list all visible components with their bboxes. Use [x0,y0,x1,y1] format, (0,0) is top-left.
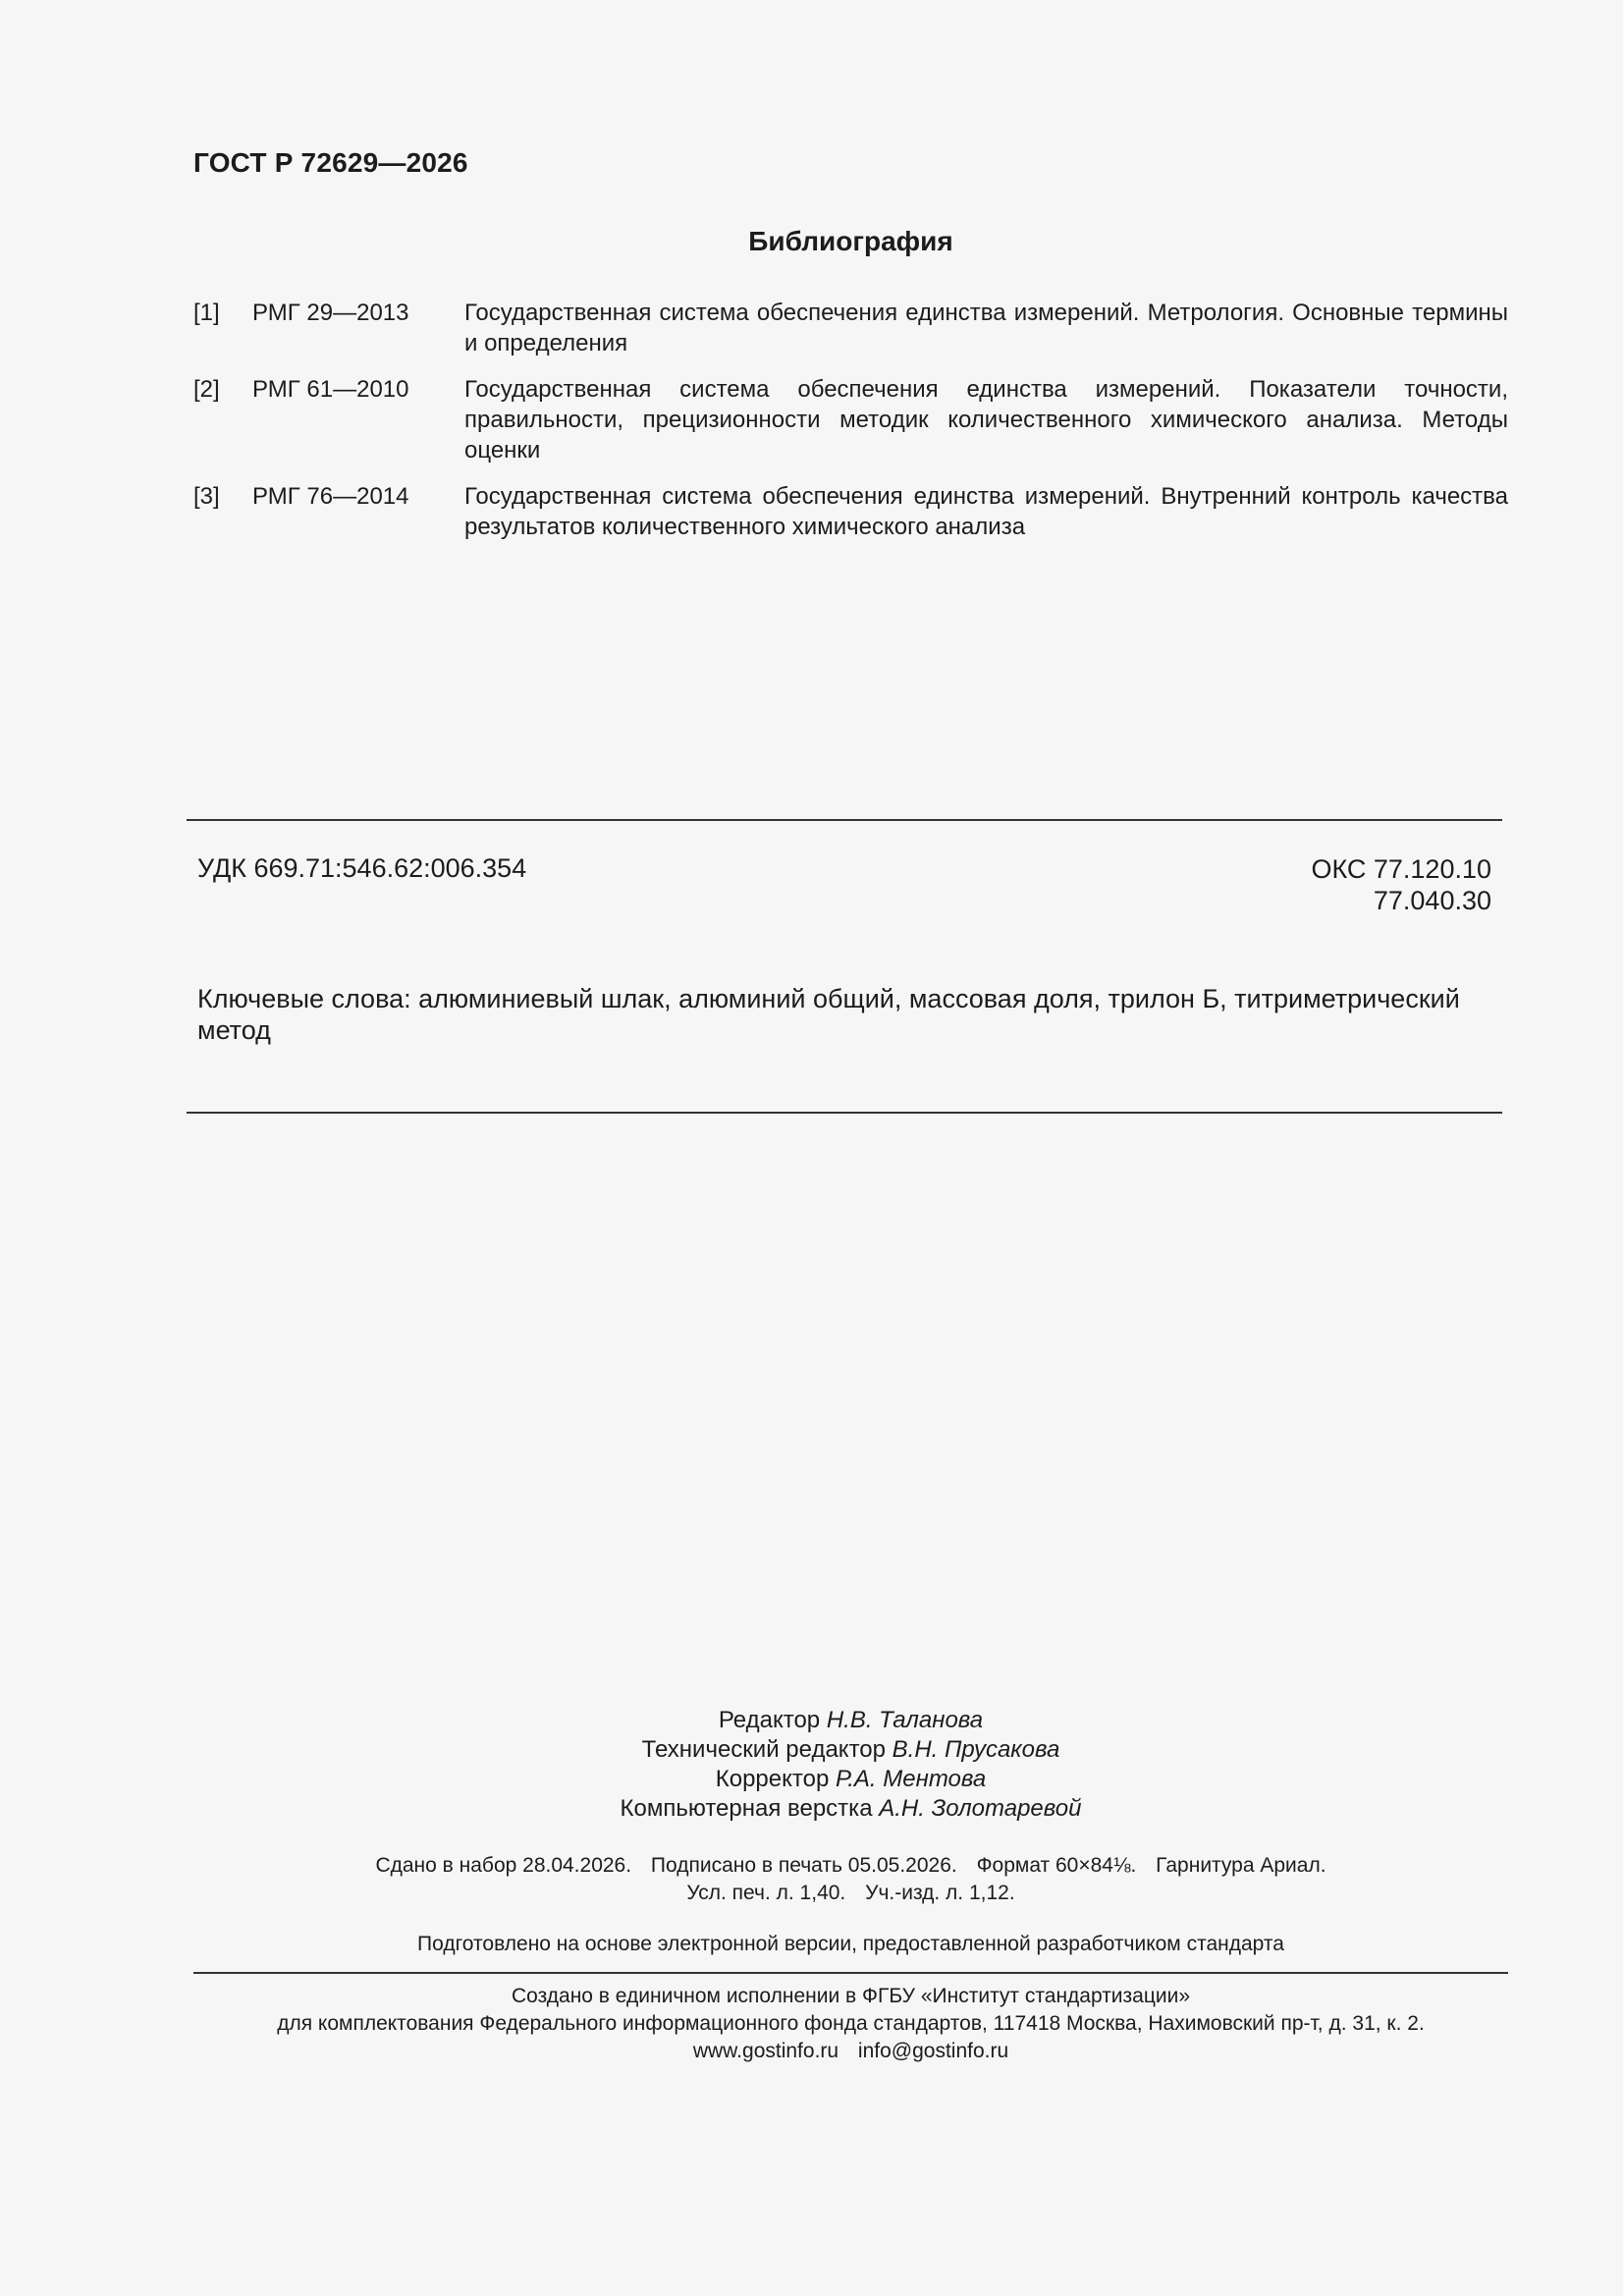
bibliography-entry [193,481,1508,542]
paper-format: Формат 60×84⅛. [976,1854,1137,1877]
credit-role: Компьютерная верстка [620,1795,873,1822]
credit-role: Редактор [718,1707,821,1733]
credit-person: Н.В. Таланова [826,1707,984,1733]
udk-code: УДК 669.71:546.62:006.354 [197,853,527,883]
bibliography-list [193,298,1508,558]
print-sheets: Усл. печ. л. 1,40. [686,1882,846,1904]
imprint [0,1983,1623,2065]
imprint-line-1: Создано в единичном исполнении в ФГБУ «Институт стандартизации» [511,1985,1191,2007]
credit-person: А.Н. Золотаревой [879,1795,1082,1822]
website-link[interactable]: www.gostinfo.ru [692,2040,839,2062]
credit-person: Р.А. Ментова [835,1766,987,1792]
divider-top [187,819,1502,821]
oks-code-2: 77.040.30 [1373,886,1491,915]
credit-role: Корректор [715,1766,830,1792]
oks-code-1: ОКС 77.120.10 [1311,854,1491,884]
credit-technical-editor [0,1735,1623,1765]
credit-person: В.Н. Прусакова [892,1736,1060,1763]
submitted-date: Сдано в набор 28.04.2026. [375,1854,632,1877]
divider-middle [187,1112,1502,1114]
entry-code: РМГ 61—2010 [252,376,409,403]
entry-text: Государственная система обеспечения единства измерений. Метрология. Основные термины и определения [464,300,1508,356]
entry-number: [1] [193,300,220,326]
print-info [0,1852,1623,1907]
entry-text: Государственная система обеспечения единства измерений. Внутренний контроль качества результатов количественного химического анализа [464,483,1508,540]
bibliography-title: Библиография [748,226,953,256]
imprint-contacts [0,2038,1623,2065]
imprint-line-2: для комплектования Федерального информационного фонда стандартов, 117418 Москва, Нахимовский пр-т, д. 31, к. 2. [277,2012,1425,2035]
entry-code: РМГ 76—2014 [252,483,409,510]
entry-number: [2] [193,376,220,403]
email-link[interactable]: info@gostinfo.ru [857,2040,1009,2062]
publisher-sheets: Уч.-изд. л. 1,12. [865,1882,1015,1904]
divider-bottom [193,1972,1508,1974]
print-info-line-2 [0,1880,1623,1907]
credits-block [0,1706,1623,1824]
document-id: ГОСТ Р 72629—2026 [193,147,468,178]
credit-role: Технический редактор [641,1736,886,1763]
keywords: Ключевые слова: алюминиевый шлак, алюминий общий, массовая доля, трилон Б, титриметрический метод [197,984,1460,1045]
credit-proofreader [0,1765,1623,1794]
prepared-note: Подготовлено на основе электронной версии, предоставленной разработчиком стандарта [417,1933,1284,1955]
bibliography-entry [193,374,1508,465]
entry-code: РМГ 29—2013 [252,300,409,326]
signed-date: Подписано в печать 05.05.2026. [650,1854,957,1877]
entry-text: Государственная система обеспечения единства измерений. Показатели точности, правильности, прецизионности методик количественного химического анализа. Методы оценки [464,376,1508,464]
typeface: Гарнитура Ариал. [1156,1854,1326,1877]
credit-layout [0,1794,1623,1824]
credit-editor [0,1706,1623,1735]
entry-number: [3] [193,483,220,510]
print-info-line-1 [0,1852,1623,1880]
bibliography-entry [193,298,1508,358]
oks-codes [1311,853,1491,916]
